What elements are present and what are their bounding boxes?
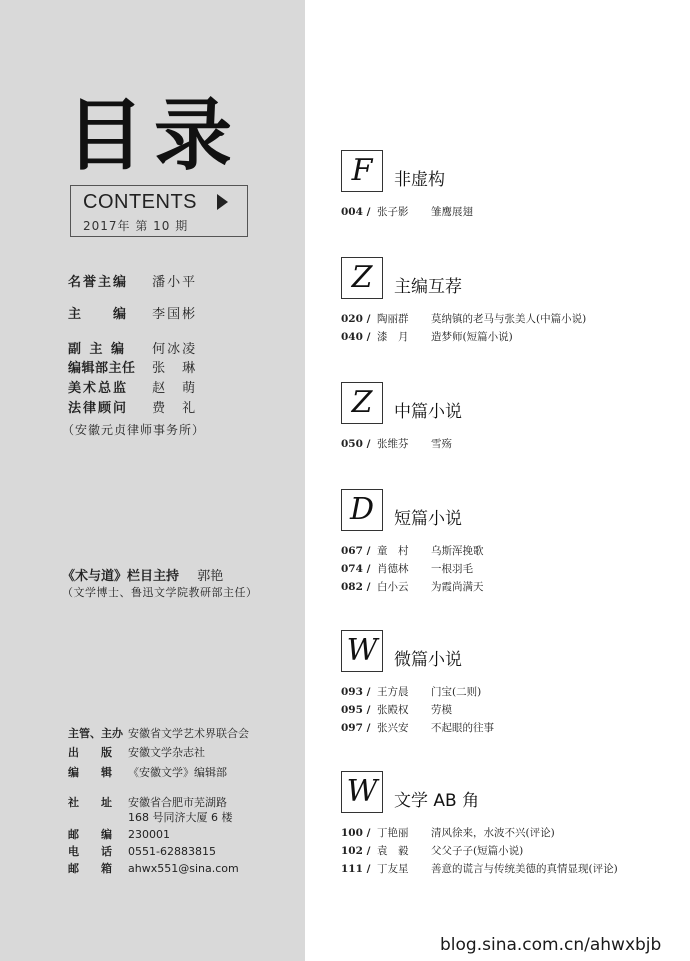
section-letter-box <box>341 382 383 424</box>
section-letter: W <box>346 774 378 809</box>
publication-value: 安徽省文学艺术界联合会 <box>128 727 249 740</box>
publication-value: 安徽省合肥市芜湖路 <box>128 796 227 809</box>
staff-name: 费 礼 <box>152 401 198 416</box>
publication-row <box>68 846 216 857</box>
entry-title: 不起眼的往事 <box>431 722 494 734</box>
section-letter-box <box>341 630 383 672</box>
entry-title: 雏鹰展翅 <box>431 206 473 218</box>
entry-title: 造梦师(短篇小说) <box>431 331 513 343</box>
publication-row <box>68 767 227 778</box>
entry-author: 张兴安 <box>377 722 409 734</box>
staff-row <box>68 308 197 321</box>
entry-page: 093 / <box>341 686 371 698</box>
entry-title: 门宝(二则) <box>431 686 482 698</box>
section-letter: W <box>346 633 378 668</box>
column-host-note: （文学博士、鲁迅文学院教研部主任） <box>62 586 258 599</box>
entry-page: 100 / <box>341 827 371 839</box>
entry-list <box>341 542 671 596</box>
entry-title: 清风徐来，水波不兴(评论) <box>431 827 555 839</box>
publication-row <box>68 747 205 758</box>
publication-role: 电 话 <box>68 845 112 858</box>
staff-row <box>68 402 197 415</box>
publication-value: 安徽文学杂志社 <box>128 746 205 759</box>
entry-page: 020 / <box>341 313 371 325</box>
entry-list <box>341 310 671 346</box>
entry-author: 陶丽群 <box>377 313 409 325</box>
entry-author: 白小云 <box>377 581 409 593</box>
section-letter: F <box>351 153 373 188</box>
entry-author: 张子影 <box>377 206 409 218</box>
toc-entry[interactable] <box>341 701 671 719</box>
contents-box <box>70 185 248 237</box>
entry-author: 王方晨 <box>377 686 409 698</box>
publication-role: 出 版 <box>68 746 112 759</box>
toc-entry[interactable] <box>341 824 671 842</box>
publication-row <box>68 829 170 840</box>
staff-role: 副 主 编 <box>68 342 127 357</box>
staff-row <box>68 362 197 375</box>
publication-value: 168 号同济大厦 6 楼 <box>128 811 233 824</box>
section-title: 中篇小说 <box>394 402 462 422</box>
entry-page: 067 / <box>341 545 371 557</box>
entry-title: 一根羽毛 <box>431 563 473 575</box>
staff-name: 潘小平 <box>152 275 198 290</box>
entry-author: 童 村 <box>377 545 409 557</box>
play-arrow-icon <box>217 194 228 210</box>
toc-entry[interactable] <box>341 542 671 560</box>
toc-entry[interactable] <box>341 560 671 578</box>
law-firm-note: （安徽元贞律师事务所） <box>62 423 206 437</box>
staff-role: 主 编 <box>68 307 129 322</box>
column-host-name: 郭艳 <box>197 569 224 584</box>
publication-value: 《安徽文学》编辑部 <box>128 766 227 779</box>
section-title: 微篇小说 <box>394 650 462 670</box>
entry-list <box>341 824 671 878</box>
toc-entry[interactable] <box>341 203 671 221</box>
right-panel <box>305 0 690 961</box>
section-letter: D <box>349 492 375 527</box>
section-title: 主编互荐 <box>394 277 462 297</box>
staff-name: 赵 萌 <box>152 381 198 396</box>
entry-author: 丁友星 <box>377 863 409 875</box>
entry-title: 善意的谎言与传统美德的真情显现(评论) <box>431 863 618 875</box>
publication-row <box>68 728 249 739</box>
publication-value: 0551-62883815 <box>128 845 216 858</box>
entry-page: 095 / <box>341 704 371 716</box>
entry-author: 肖德林 <box>377 563 409 575</box>
staff-row <box>68 382 197 395</box>
staff-name: 何冰凌 <box>152 342 198 357</box>
staff-role: 编辑部主任 <box>68 361 136 376</box>
entry-title: 劳模 <box>431 704 452 716</box>
section-letter-box <box>341 771 383 813</box>
section-title: 短篇小说 <box>394 509 462 529</box>
toc-entry[interactable] <box>341 328 671 346</box>
entry-page: 074 / <box>341 563 371 575</box>
publication-role: 邮 箱 <box>68 862 112 875</box>
entry-page: 102 / <box>341 845 371 857</box>
staff-role: 美术总监 <box>68 381 129 396</box>
entry-list <box>341 203 671 221</box>
entry-title: 莫纳镇的老马与张美人(中篇小说) <box>431 313 587 325</box>
publication-value: 230001 <box>128 828 170 841</box>
entry-page: 040 / <box>341 331 371 343</box>
section-title: 文学 AB 角 <box>394 791 480 811</box>
section-letter-box <box>341 489 383 531</box>
column-host-role: 《术与道》栏目主持 <box>62 569 180 584</box>
publication-role: 主管、主办 <box>68 727 123 740</box>
section-letter: Z <box>351 260 373 295</box>
toc-entry[interactable] <box>341 310 671 328</box>
section-letter-box <box>341 257 383 299</box>
left-panel <box>0 0 305 961</box>
staff-row <box>68 343 197 356</box>
toc-entry[interactable] <box>341 578 671 596</box>
entry-author: 袁 毅 <box>377 845 409 857</box>
toc-entry[interactable] <box>341 435 671 453</box>
entry-list <box>341 683 671 737</box>
page-title: 目录 <box>66 91 243 181</box>
entry-author: 漆 月 <box>377 331 409 343</box>
staff-row <box>68 276 197 289</box>
staff-name: 张 琳 <box>152 361 198 376</box>
entry-title: 乌斯浑挽歌 <box>431 545 484 557</box>
contents-label: CONTENTS <box>83 191 197 213</box>
section-letter: Z <box>351 385 373 420</box>
entry-page: 050 / <box>341 438 371 450</box>
publication-role: 社 址 <box>68 796 112 809</box>
publication-row <box>68 863 239 874</box>
staff-role: 名誉主编 <box>68 275 129 290</box>
publication-row <box>68 812 232 823</box>
toc-entry[interactable] <box>341 719 671 737</box>
publication-role: 编 辑 <box>68 766 112 779</box>
entry-page: 082 / <box>341 581 371 593</box>
entry-title: 雪殇 <box>431 438 452 450</box>
blog-watermark: blog.sina.com.cn/ahwxbjb <box>440 935 662 955</box>
staff-name: 李国彬 <box>152 307 198 322</box>
toc-entry[interactable] <box>341 683 671 701</box>
section-letter-box <box>341 150 383 192</box>
publication-row <box>68 797 227 808</box>
entry-author: 张维芬 <box>377 438 409 450</box>
staff-role: 法律顾问 <box>68 401 129 416</box>
entry-list <box>341 435 671 453</box>
entry-author: 张殿权 <box>377 704 409 716</box>
publication-value: ahwx551@sina.com <box>128 862 239 875</box>
entry-author: 丁艳丽 <box>377 827 409 839</box>
column-host <box>62 565 223 584</box>
entry-title: 父父子子(短篇小说) <box>431 845 524 857</box>
section-title: 非虚构 <box>394 170 445 190</box>
entry-page: 111 / <box>341 863 371 875</box>
entry-title: 为霞尚满天 <box>431 581 484 593</box>
publication-role: 邮 编 <box>68 828 112 841</box>
toc-entry[interactable] <box>341 842 671 860</box>
entry-page: 097 / <box>341 722 371 734</box>
toc-entry[interactable] <box>341 860 671 878</box>
issue-number: 2017年 第 10 期 <box>83 219 189 233</box>
entry-page: 004 / <box>341 206 371 218</box>
